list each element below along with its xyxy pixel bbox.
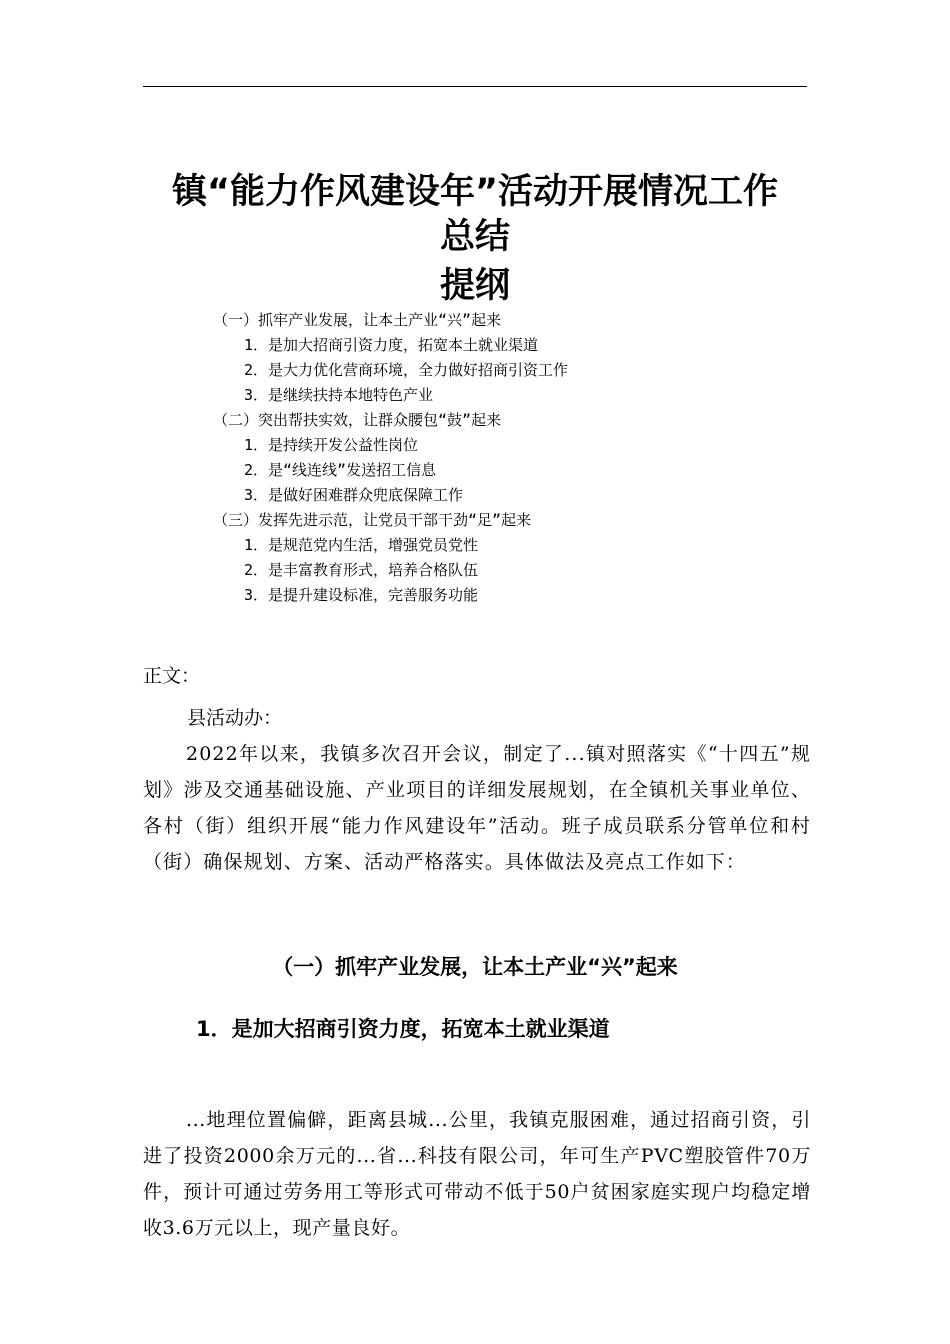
document-title-line-1: 镇“能力作风建设年”活动开展情况工作	[171, 172, 778, 212]
paragraph-1: 2022年以来，我镇多次召开会议，制定了...镇对照落实《“十四五”规划》涉及交通基础设施、产业项目的详细发展规划，在全镇机关事业单位、各村（街）组织开展“能力作风建设年”活动。班子成员联系分管单位和村（街）确保规划、方案、活动严格落实。具体做法及亮点工作如下：	[143, 743, 811, 873]
outline-heading: （三）发挥先进示范，让党员干部干劲“足”起来	[213, 511, 532, 529]
outline-item: 1．是规范党内生活，增强党员党性	[244, 536, 479, 554]
outline-item: 3．是做好困难群众兜底保障工作	[244, 486, 464, 504]
outline-item: 2．是丰富教育形式，培养合格队伍	[244, 561, 479, 579]
outline-list	[0, 308, 950, 608]
outline-item: 2．是大力优化营商环境，全力做好招商引资工作	[244, 361, 569, 379]
body-label: 正文：	[143, 665, 201, 687]
document-title-line-3: 提纲	[439, 266, 510, 306]
outline-item: 1．是持续开发公益性岗位	[244, 436, 419, 454]
subsection-1-heading: 1．是加大招商引资力度，拓宽本土就业渠道	[196, 1017, 610, 1041]
paragraph-2: ...地理位置偏僻，距离县城...公里，我镇克服困难，通过招商引资，引进了投资2000余万元的...省...科技有限公司，年可生产PVC塑胶管件70万件，预计可通过劳务用工等形式可带动不低于50户贫困家庭实现户均稳定增收3.6万元以上，现产量良好。	[143, 1109, 811, 1239]
outline-item: 2．是“线连线”发送招工信息	[244, 461, 437, 479]
document-title-line-2: 总结	[439, 217, 510, 257]
addressee: 县活动办：	[187, 707, 283, 729]
outline-item: 3．是提升建设标准，完善服务功能	[244, 586, 479, 604]
outline-heading: （二）突出帮扶实效，让群众腰包“鼓”起来	[213, 411, 502, 429]
outline-heading: （一）抓牢产业发展，让本土产业“兴”起来	[213, 311, 502, 329]
header-rule	[143, 86, 807, 87]
outline-item: 3．是继续扶持本地特色产业	[244, 386, 434, 404]
outline-item: 1．是加大招商引资力度，拓宽本土就业渠道	[244, 336, 539, 354]
section-1-heading: （一）抓牢产业发展，让本土产业“兴”起来	[272, 955, 678, 979]
